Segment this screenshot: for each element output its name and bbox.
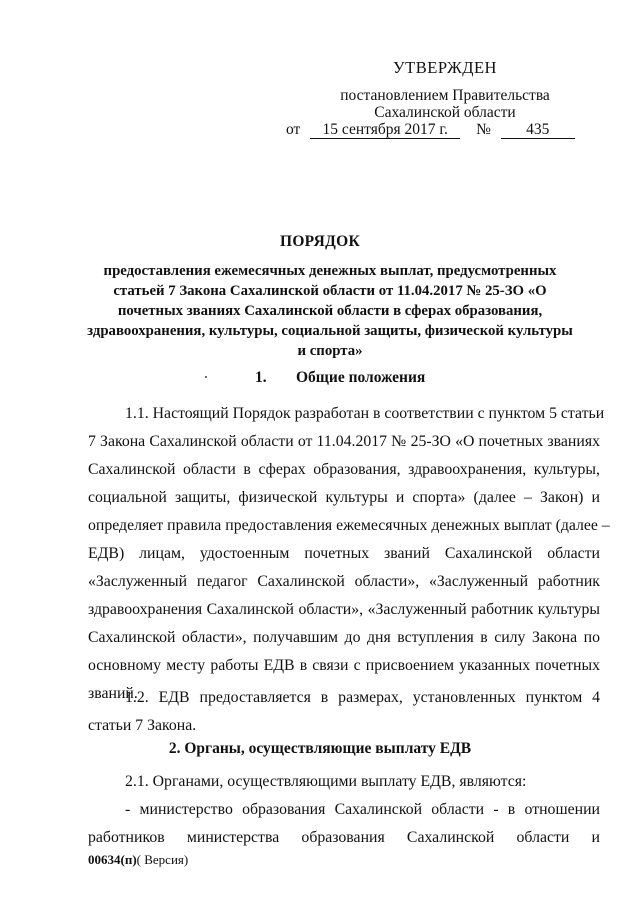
paragraph-line: званий.	[88, 685, 138, 702]
approval-heading: УТВЕРЖДЕН	[393, 58, 497, 77]
paragraph-line: социальной защиты, физической культуры и спорта» (далее – Закон) и	[88, 489, 600, 506]
paragraph-1-1	[88, 400, 610, 708]
subtitle-line: статьей 7 Закона Сахалинской области от 11.04.2017 № 25-ЗО «О	[113, 283, 547, 299]
document-version: ( Версия)	[136, 852, 189, 867]
approval-number: 435	[501, 121, 575, 139]
section-2-title: 2. Органы, осуществляющие выплату ЕДВ	[168, 740, 472, 757]
approval-date: 15 сентября 2017 г.	[310, 121, 460, 139]
paragraph-2-1	[88, 768, 600, 796]
paragraph-line: 2.1. Органами, осуществляющими выплату ЕДВ, являются:	[125, 773, 527, 790]
document-subtitle	[70, 261, 590, 361]
paragraph-1-2	[88, 684, 600, 740]
section-1-title: Общие положения	[296, 369, 426, 386]
paragraph-line: ЕДВ) лицам, удостоенным почетных званий Сахалинской области	[88, 545, 600, 562]
subtitle-line: здравоохранения, культуры, социальной защиты, физической культуры	[87, 323, 573, 339]
document-footer	[88, 852, 188, 868]
paragraph-line: основному месту работы ЕДВ в связи с присвоением указанных почетных	[88, 657, 600, 674]
paragraph-line: 1.2. ЕДВ предоставляется в размерах, установленных пунктом 4	[125, 689, 600, 706]
approval-line-1: постановлением Правительства	[340, 87, 550, 104]
subtitle-line: почетных званиях Сахалинской области в сферах образования,	[117, 303, 543, 319]
scan-speck	[205, 376, 207, 378]
paragraph-line: - министерство образования Сахалинской области - в отношении	[125, 801, 600, 818]
paragraph-line: Сахалинской области в сферах образования, здравоохранения, культуры,	[88, 461, 600, 478]
document-code: 00634(п)	[88, 852, 137, 867]
paragraph-line: работников министерства образования Сахалинской области и	[88, 829, 600, 846]
paragraph-line: статьи 7 Закона.	[88, 717, 197, 734]
paragraph-line: 7 Закона Сахалинской области от 11.04.2017 № 25-ЗО «О почетных званиях	[88, 433, 600, 450]
paragraph-line: 1.1. Настоящий Порядок разработан в соответствии с пунктом 5 статьи	[125, 405, 605, 422]
subtitle-line: и спорта»	[297, 343, 363, 359]
subtitle-line: предоставления ежемесячных денежных выплат, предусмотренных	[103, 263, 557, 279]
section-1-number: 1.	[255, 369, 267, 386]
paragraph-line: здравоохранения Сахалинской области», «Заслуженный работник культуры	[88, 601, 600, 618]
paragraph-2-1-item	[88, 796, 600, 852]
number-sign: №	[476, 121, 491, 138]
date-prefix: от	[286, 121, 301, 138]
paragraph-line: «Заслуженный педагог Сахалинской области», «Заслуженный работник	[88, 573, 600, 590]
paragraph-line: Сахалинской области», получавшим до дня вступления в силу Закона по	[88, 629, 600, 646]
document-title: ПОРЯДОК	[279, 233, 361, 250]
paragraph-line: определяет правила предоставления ежемесячных денежных выплат (далее –	[88, 517, 610, 534]
approval-line-2: Сахалинской области	[374, 104, 516, 121]
approval-date-line	[286, 121, 575, 139]
